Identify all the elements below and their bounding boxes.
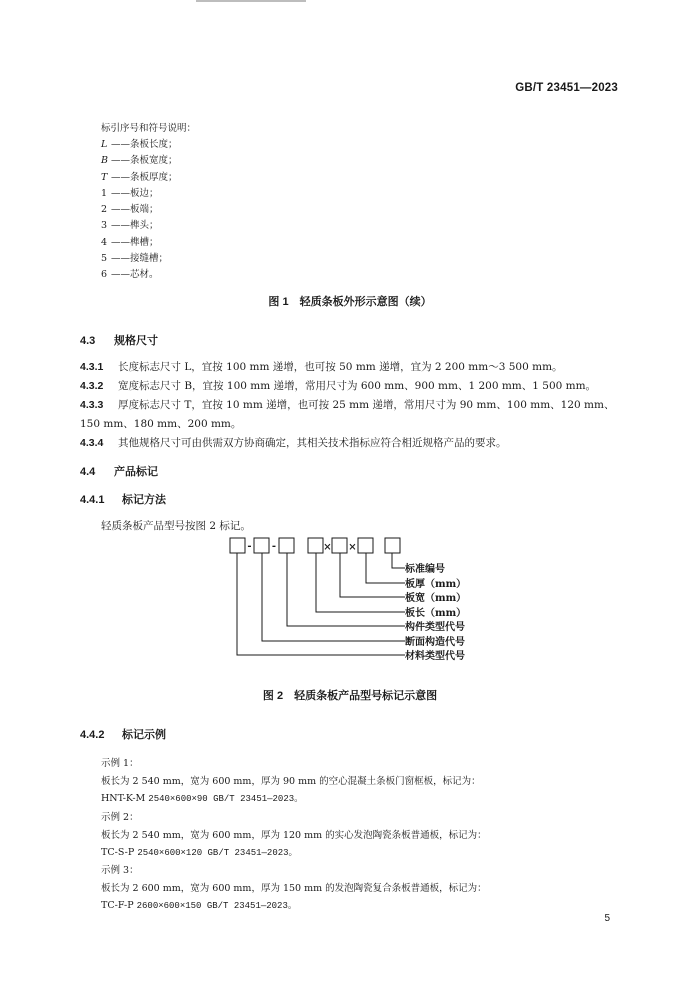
legend-item: 3 ——榫头； (101, 220, 159, 232)
clause-4-3-1: 4.3.1 长度标志尺寸 L，宜按 100 mm 递增，也可按 50 mm 递增，宜为 2 200 mm～3 500 mm。 (80, 361, 563, 373)
example-3-code: TC-F-P 2600×600×150 GB/T 23451—2023。 (101, 900, 297, 911)
legend-item: 5 ——接缝槽； (101, 253, 169, 265)
example-1-code: HNT-K-M 2540×600×90 GB/T 23451—2023。 (101, 793, 304, 804)
legend-item: L ——条板长度； (101, 139, 178, 150)
legend-title: 标引序号和符号说明： (101, 123, 197, 134)
clause-4-3-3: 4.3.3 厚度标志尺寸 T，宜按 10 mm 递增，也可按 25 mm 递增，常用尺寸为 90 mm、100 mm、120 mm、 (80, 399, 615, 411)
separator-2: - (271, 541, 277, 552)
code-box-thickness (358, 538, 373, 553)
label-thickness: 板厚（mm） (405, 579, 467, 590)
legend-item: 1 ——板边； (101, 187, 159, 199)
clause-4-3-2: 4.3.2 宽度标志尺寸 B，宜按 100 mm 递增，常用尺寸为 600 mm、900 mm、1 200 mm、1 500 mm。 (80, 380, 597, 392)
clause-4-3-3-continued: 150 mm、180 mm、200 mm。 (80, 418, 242, 430)
example-1-label: 示例 1： (101, 758, 139, 769)
figure-2-caption: 图 2 轻质条板产品型号标记示意图 (262, 690, 438, 702)
legend-item: 2 ——板端； (101, 204, 159, 216)
standard-number: GB/T 23451—2023 (515, 82, 618, 94)
section-4-4-1-heading: 4.4.1 标记方法 (80, 494, 166, 506)
example-2-text: 板长为 2 540 mm，宽为 600 mm，厚为 120 mm 的实心发泡陶瓷条板普通板，标记为： (101, 830, 487, 841)
label-length: 板长（mm） (405, 608, 467, 619)
leader-width (340, 553, 405, 597)
example-2-label: 示例 2： (101, 812, 139, 823)
clause-4-3-4: 4.3.4 其他规格尺寸可由供需双方协商确定，其相关技术指标应符合相近规格产品的要求。 (80, 437, 507, 449)
legend-item: 6 ——芯材。 (101, 269, 159, 281)
separator-1: - (247, 541, 252, 552)
code-box-material (230, 538, 245, 553)
code-box-length (308, 538, 323, 553)
legend-item: B ——条板宽度； (101, 155, 178, 167)
code-box-standard (385, 538, 400, 553)
code-box-width (332, 538, 347, 553)
figure-1-caption: 图 1 轻质条板外形示意图（续） (268, 296, 432, 308)
leader-standard (392, 553, 405, 568)
section-4-4-2-heading: 4.4.2 标记示例 (80, 729, 166, 741)
label-component-type: 构件类型代号 (405, 622, 465, 633)
separator-3: × (323, 542, 332, 553)
page-number: 5 (604, 913, 610, 924)
separator-4: × (348, 542, 357, 553)
legend-item: T ——条板厚度； (101, 171, 178, 183)
code-box-component (279, 538, 294, 553)
example-3-text: 板长为 2 600 mm，宽为 600 mm，厚为 150 mm 的发泡陶瓷复合条板普通板，标记为： (101, 883, 487, 894)
example-1-text: 板长为 2 540 mm，宽为 600 mm，厚为 90 mm 的空心混凝土条板门窗框板，标记为： (101, 776, 481, 787)
label-section-type: 断面构造代号 (405, 637, 465, 648)
label-width: 板宽（mm） (405, 593, 467, 604)
leader-component (287, 553, 405, 626)
marking-method-text: 轻质条板产品型号按图 2 标记。 (101, 520, 251, 532)
section-4-4-heading: 4.4 产品标记 (80, 466, 158, 478)
label-standard-number: 标准编号 (405, 564, 445, 575)
label-material-type: 材料类型代号 (405, 651, 465, 662)
example-2-code: TC-S-P 2540×600×120 GB/T 23451—2023。 (101, 847, 298, 858)
code-box-section (254, 538, 269, 553)
example-3-label: 示例 3： (101, 865, 139, 876)
section-4-3-heading: 4.3 规格尺寸 (80, 335, 158, 347)
legend-item: 4 ——榫槽； (101, 236, 159, 248)
